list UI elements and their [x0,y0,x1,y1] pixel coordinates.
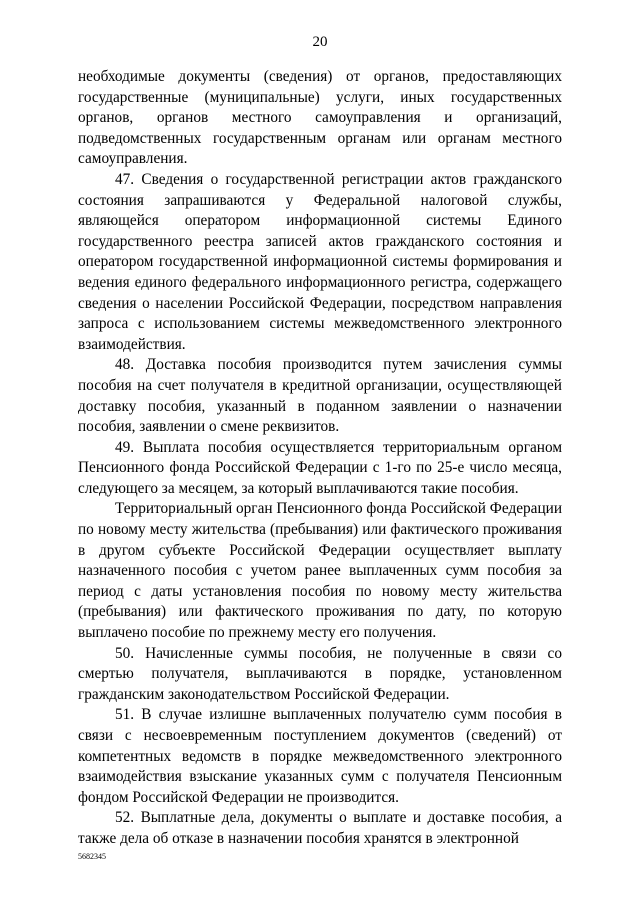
document-code: 5682345 [78,852,106,861]
paragraph-48: 48. Доставка пособия производится путем зачисления суммы пособия на счет получателя в кредитной организации, осуществляющей доставку пособия, указанный в поданном заявлении о назначении пособия, заявлении о смене реквизитов. [78,356,562,436]
paragraph-47: 47. Сведения о государственной регистрации актов гражданского состояния запрашиваются у Федеральной налоговой службы, являющейся оператором информационной системы Единого государственного реестра записей актов гражданского состояния и оператором государственной информационной системы формирования и ведения единого федерального информационного регистра, содержащего сведения о населении Российской Федерации, посредством направления запроса с использованием системы межведомственного электронного взаимодействия. [78,170,562,353]
paragraph-continuation: необходимые документы (сведения) от органов, предоставляющих государственные (муниципальные) услуги, иных государственных органов, органов местного самоуправления и организаций, подведомственных государственным органам или органам местного самоуправления. [78,68,562,168]
document-body [78,67,562,850]
paragraph-51: 51. В случае излишне выплаченных получателю сумм пособия в связи с несвоевременным поступлением документов (сведений) от компетентных ведомств в порядке межведомственного электронного взаимодействия взыскание указанных сумм с получателя Пенсионным фондом Российской Федерации не производится. [78,706,562,806]
paragraph-52: 52. Выплатные дела, документы о выплате и доставке пособия, а также дела об отказе в назначении пособия хранятся в электронной [78,809,562,847]
page-number: 20 [312,34,328,50]
paragraph-49-second: Территориальный орган Пенсионного фонда Российской Федерации по новому месту жительства (пребывания) или фактического проживания в другом субъекте Российской Федерации осуществляет выплату назначенного пособия с учетом ранее выплаченных сумм пособия за период с даты установления пособия по новому месту жительства (пребывания) или фактического проживания по дату, по которую выплачено пособие по прежнему месту его получения. [78,500,563,642]
paragraph-50: 50. Начисленные суммы пособия, не полученные в связи со смертью получателя, выплачиваются в порядке, установленном гражданским законодательством Российской Федерации. [78,644,562,703]
paragraph-49: 49. Выплата пособия осуществляется территориальным органом Пенсионного фонда Российской Федерации с 1-го по 25-е число месяца, следующего за месяцем, за который выплачиваются такие пособия. [78,438,562,497]
